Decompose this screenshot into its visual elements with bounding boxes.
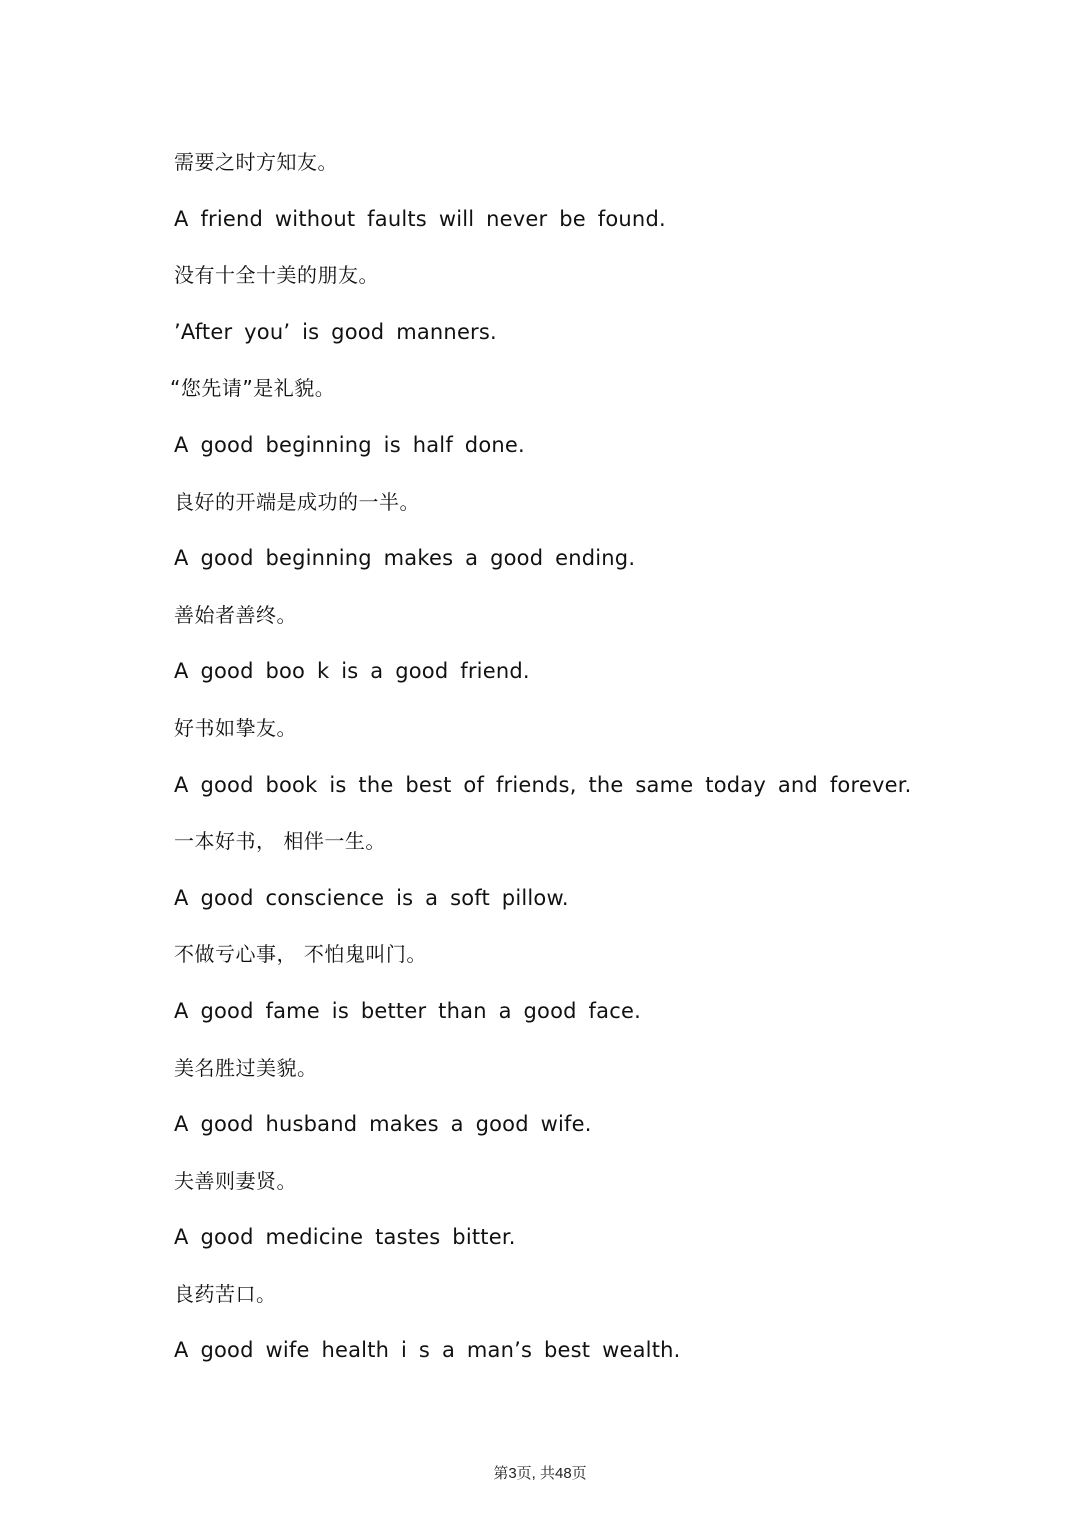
proverb-line: 好书如挚友。: [174, 715, 297, 740]
proverb-line: A good conscience is a soft pillow.: [174, 885, 569, 910]
proverb-line: A good boo k is a good friend.: [174, 659, 530, 684]
proverb-line: 良药苦口。: [174, 1281, 277, 1306]
proverb-line: A good fame is better than a good face.: [174, 998, 641, 1023]
proverb-line: 善始者善终。: [174, 602, 297, 627]
proverb-line: 一本好书， 相伴一生。: [174, 829, 386, 854]
proverb-line: A good wife health i s a man’s best wealth.: [174, 1338, 681, 1363]
proverb-line: ’After you’ is good manners.: [174, 319, 497, 344]
proverb-line: “您先请”是礼貌。: [170, 376, 336, 401]
proverb-line: 没有十全十美的朋友。: [174, 263, 379, 288]
proverb-line: 需要之时方知友。: [174, 150, 338, 174]
proverb-list: [170, 140, 974, 1385]
proverb-line: A good husband makes a good wife.: [174, 1112, 592, 1137]
proverb-line: A good medicine tastes bitter.: [174, 1225, 516, 1250]
page-number-footer: 第3页, 共48页: [493, 1465, 587, 1482]
proverb-line: 夫善则妻贤。: [174, 1168, 297, 1193]
proverb-line: A good book is the best of friends, the same today and forever.: [174, 772, 912, 797]
proverb-line: 不做亏心事， 不怕鬼叫门。: [174, 942, 427, 967]
proverb-line: 美名胜过美貌。: [174, 1055, 318, 1080]
proverb-line: A good beginning is half done.: [174, 432, 525, 457]
proverb-line: A friend without faults will never be found.: [174, 206, 666, 231]
proverb-line: A good beginning makes a good ending.: [174, 546, 636, 571]
proverb-line: 良好的开端是成功的一半。: [174, 489, 420, 514]
